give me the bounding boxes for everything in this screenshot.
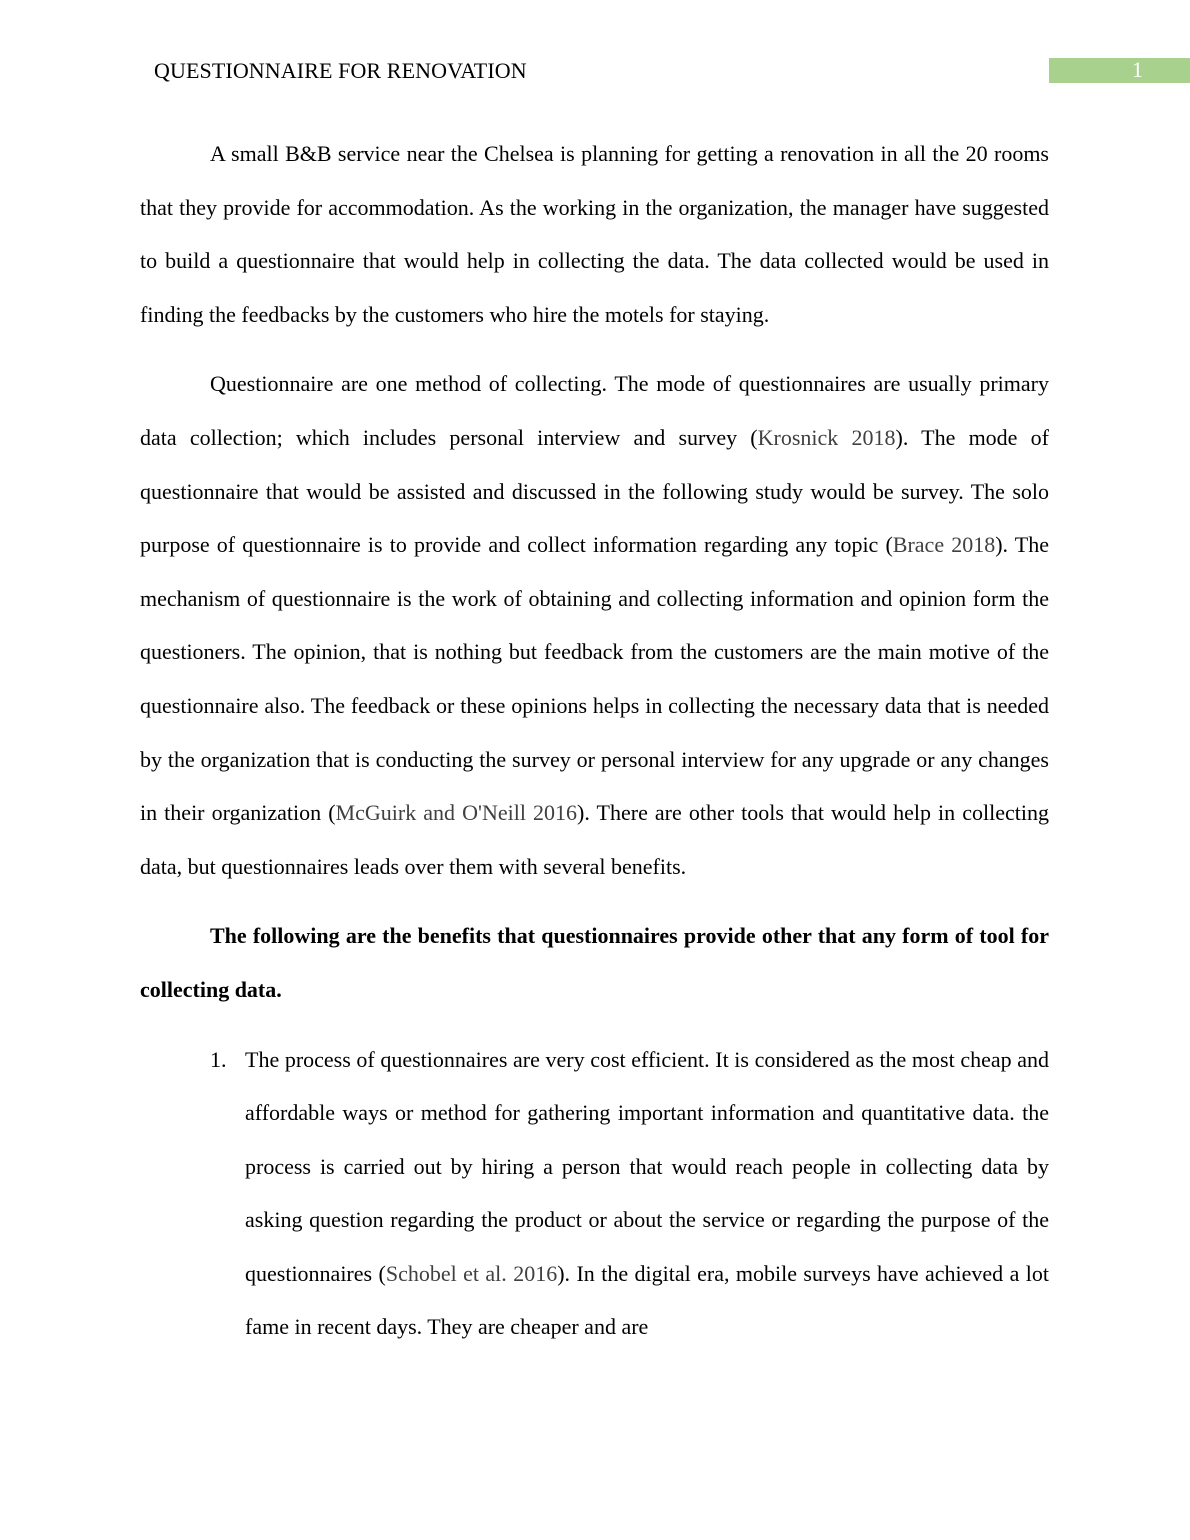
paragraph-text: Questionnaire are one method of collecting. The mode of questionnaires are usually primary data collection; which includes personal interview and survey (	[140, 371, 1049, 450]
paragraph-text: ). The mode of questionnaire that would be assisted and discussed in the following study would be survey. The solo purpose of questionnaire is to provide and collect information regarding any topic (	[140, 424, 1049, 558]
page-number: 1	[1132, 57, 1143, 82]
citation-brace: Brace 2018	[892, 532, 996, 558]
list-item-number: 1.	[210, 1046, 227, 1072]
citation-krosnick: Krosnick 2018	[757, 424, 896, 450]
benefits-list	[140, 1033, 1049, 1355]
document-body	[140, 127, 1049, 1354]
list-item	[210, 1033, 1049, 1355]
benefits-heading: The following are the benefits that questionnaires provide other that any form of tool for collecting data.	[140, 923, 1049, 1002]
paragraph-text: ). There are other tools that would help in collecting data, but questionnaires leads over them with several benefits.	[140, 800, 1049, 879]
list-item-text: ). In the digital era, mobile surveys have achieved a lot fame in recent days. They are cheaper and are	[245, 1260, 1049, 1340]
page-number-box	[1049, 58, 1190, 83]
running-head: QUESTIONNAIRE FOR RENOVATION	[154, 58, 527, 83]
paragraph-intro: A small B&B service near the Chelsea is planning for getting a renovation in all the 20 rooms that they provide for accommodation. As the working in the organization, the manager have suggested to build a questionnaire that would help in collecting the data. The data collected would be used in finding the feedbacks by the customers who hire the motels for staying.	[140, 141, 1049, 327]
paragraph-text: ). The mechanism of questionnaire is the work of obtaining and collecting information and opinion form the questioners. The opinion, that is nothing but feedback from the customers are the main motive of the questionnaire also. The feedback or these opinions helps in collecting the necessary data that is needed by the organization that is conducting the survey or personal interview for any upgrade or any changes in their organization (	[140, 532, 1050, 826]
paragraph-questionnaire-methods	[140, 357, 1049, 893]
citation-schobel: Schobel et al. 2016	[385, 1260, 558, 1286]
list-item-text: The process of questionnaires are very cost efficient. It is considered as the most cheap and affordable ways or method for gathering important information and quantitative data. the process is carried out by hiring a person that would reach people in collecting data by asking question regarding the product or about the service or regarding the purpose of the questionnaires (	[245, 1046, 1049, 1286]
citation-mcguirk: McGuirk and O'Neill 2016	[335, 800, 578, 826]
